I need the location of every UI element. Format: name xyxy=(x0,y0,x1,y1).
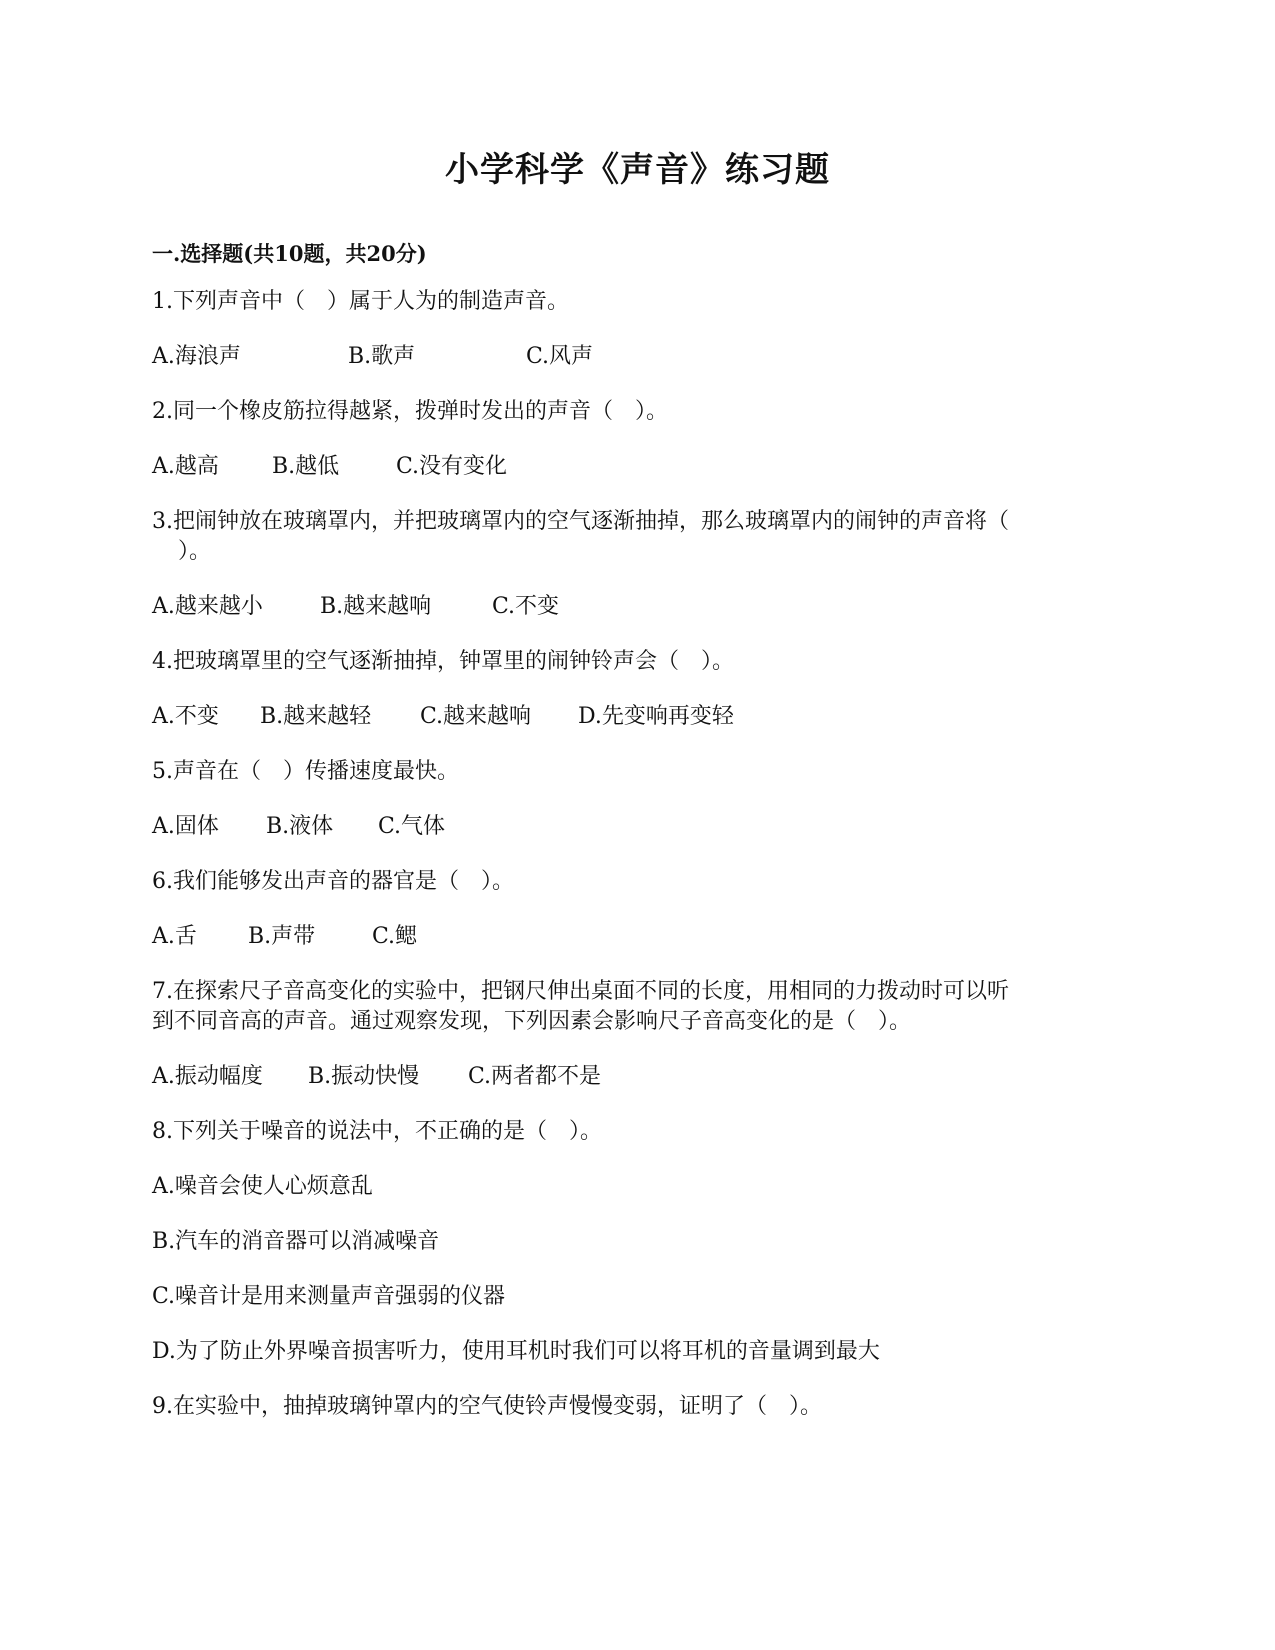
question-1-stem: 1.下列声音中（ ）属于人为的制造声音。 xyxy=(152,289,569,314)
question-7-option-b: B.振动快慢 xyxy=(308,1064,420,1089)
question-8-option-c: C.噪音计是用来测量声音强弱的仪器 xyxy=(152,1284,506,1309)
question-2-option-c: C.没有变化 xyxy=(396,454,508,479)
question-5-stem: 5.声音在（ ）传播速度最快。 xyxy=(152,759,459,784)
question-9-stem: 9.在实验中，抽掉玻璃钟罩内的空气使铃声慢慢变弱，证明了（ ）。 xyxy=(152,1394,822,1419)
question-1-option-c: C.风声 xyxy=(526,344,594,369)
question-4-option-a: A.不变 xyxy=(152,704,219,729)
page-title: 小学科学《声音》练习题 xyxy=(445,150,830,190)
question-4-option-c: C.越来越响 xyxy=(420,704,532,729)
question-8-option-b: B.汽车的消音器可以消减噪音 xyxy=(152,1229,440,1254)
question-6-stem: 6.我们能够发出声音的器官是（ ）。 xyxy=(152,869,514,894)
question-7-stem-line-1: 7.在探索尺子音高变化的实验中，把钢尺伸出桌面不同的长度，用相同的力拨动时可以听 xyxy=(152,979,1009,1004)
question-8-stem: 8.下列关于噪音的说法中，不正确的是（ ）。 xyxy=(152,1119,602,1144)
question-3-stem-line-2: ）。 xyxy=(178,539,212,564)
question-5-option-b: B.液体 xyxy=(266,814,334,839)
question-3-option-a: A.越来越小 xyxy=(152,594,263,619)
question-6-option-a: A.舌 xyxy=(152,924,197,949)
question-2-option-a: A.越高 xyxy=(152,454,219,479)
question-4-option-b: B.越来越轻 xyxy=(260,704,372,729)
question-3-option-b: B.越来越响 xyxy=(320,594,432,619)
question-3-stem-line-1: 3.把闹钟放在玻璃罩内，并把玻璃罩内的空气逐渐抽掉，那么玻璃罩内的闹钟的声音将（ xyxy=(152,509,1009,534)
question-4-stem: 4.把玻璃罩里的空气逐渐抽掉，钟罩里的闹钟铃声会（ ）。 xyxy=(152,649,734,674)
question-1-option-b: B.歌声 xyxy=(348,344,416,369)
question-5-option-a: A.固体 xyxy=(152,814,219,839)
question-8-option-a: A.噪音会使人心烦意乱 xyxy=(152,1174,373,1199)
question-2-stem: 2.同一个橡皮筋拉得越紧，拨弹时发出的声音（ ）。 xyxy=(152,399,668,424)
question-8-option-d: D.为了防止外界噪音损害听力，使用耳机时我们可以将耳机的音量调到最大 xyxy=(152,1339,880,1364)
question-7-option-a: A.振动幅度 xyxy=(152,1064,263,1089)
question-2-option-b: B.越低 xyxy=(272,454,340,479)
question-6-option-c: C.鳃 xyxy=(372,924,418,949)
section-heading: 一.选择题(共10题，共20分) xyxy=(152,241,427,266)
question-3-option-c: C.不变 xyxy=(492,594,560,619)
question-6-option-b: B.声带 xyxy=(248,924,316,949)
question-7-stem-line-2: 到不同音高的声音。通过观察发现，下列因素会影响尺子音高变化的是（ ）。 xyxy=(152,1009,912,1034)
question-4-option-d: D.先变响再变轻 xyxy=(578,704,734,729)
question-7-option-c: C.两者都不是 xyxy=(468,1064,602,1089)
question-1-option-a: A.海浪声 xyxy=(152,344,241,369)
question-5-option-c: C.气体 xyxy=(378,814,446,839)
